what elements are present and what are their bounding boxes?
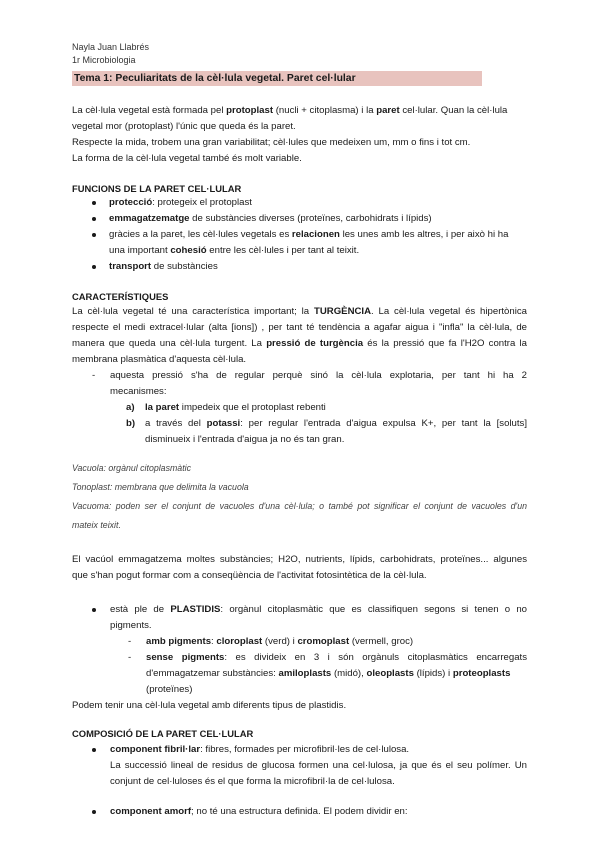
funcio-item: protecció: protegeix el protoplast [109,197,252,208]
mechanism-a: la paret impedeix que el protoplast rebenti [145,402,326,413]
funcio-item: emmagatzematge de substàncies diverses (proteïnes, carbohidrats i lípids) [109,213,432,224]
note-vacuoma: Vacuoma: poden ser el conjunt de vacuoles d'una cèl·lula; o també pot significar el conjunt de vacuoles d'un [72,501,527,511]
pressio-turgencia-term: pressió de turgència [266,338,364,349]
plastidis-sense-cont-2: (proteïnes) [146,684,193,695]
note-vacuola: Vacuola: orgànul citoplasmàtic [72,463,191,473]
vacuol-line-1: El vacúol emmagatzema moltes substàncies; H2O, nutrients, lípids, carbohidrats, proteïnes... algunes [72,554,527,565]
plastidis-sense-pigments: sense pigments: es divideix en 3 i són orgànuls citoplasmàtics encarregats [146,652,527,663]
intro-line-1: La cèl·lula vegetal està formada pel protoplast (nucli + citoplasma) i la paret cel·lular. Quan la cèl·lula [72,105,508,116]
author-name: Nayla Juan Llabrés [72,42,150,52]
bullet-dot [92,217,96,221]
caract-dash-line-2: mecanismes: [110,386,167,397]
mechanism-b: a través del potassi: per regular l'entrada d'aigua expulsa K+, per tant la [soluts] [145,418,527,429]
vacuol-line-2: que s'han pogut formar com a conseqüència de l'activitat fotosintètica de la cèl·lula. [72,570,427,581]
caract-dash-line-1: aquesta pressió s'ha de regular perquè sinó la cèl·lula explotaria, per tant hi ha 2 [110,370,527,381]
course-name: 1r Microbiologia [72,55,136,65]
funcio-item: transport de substàncies [109,261,218,272]
intro-line-3: Respecte la mida, trobem una gran variabilitat; cèl·lules que medeixen um, mm o fins i tot cm. [72,137,471,148]
funcions-heading: FUNCIONS DE LA PARET CEL·LULAR [72,183,242,194]
bullet-dot [92,608,96,612]
bullet-dot [92,748,96,752]
plastidis-line-2: pigments. [110,620,152,631]
plastidis-line-1: està ple de PLASTIDIS: orgànul citoplasmàtic que es classifiquen segons si tenen o no [110,604,528,615]
dash-marker: - [128,636,132,647]
funcio-item-cont: una important cohesió entre les cèl·lules i per tant al teixit. [109,245,360,256]
dash-marker: - [128,652,132,663]
caract-line-3: manera que queda una cèl·lula turgent. La pressió de turgència és la pressió que fa l'H2O contra la [72,338,527,349]
composicio-heading: COMPOSICIÓ DE LA PARET CEL·LULAR [72,728,254,739]
mechanism-b-cont: disminueix i l'entrada d'aigua ja no és tan gran. [145,434,345,445]
component-fibrillar: component fibril·lar: fibres, formades per microfibril·les de cel·lulosa. [110,744,410,755]
caracteristiques-heading: CARACTERÍSTIQUES [72,291,169,302]
plastidis-end: Podem tenir una cèl·lula vegetal amb diferents tipus de plastidis. [72,700,347,711]
funcio-item: gràcies a la paret, les cèl·lules vegetals es relacionen les unes amb les altres, i per això hi ha [109,229,509,240]
dash-marker: - [92,370,96,381]
component-fibrillar-cont: La successió lineal de residus de glucosa formen una cel·lulosa, ja que és el seu polímer. Un [110,760,527,771]
component-fibrillar-cont-2: conjunt de cel·luloses és el que forma la microfibril·la de cel·lulosa. [110,776,395,787]
plastidis-sense-cont: d'emmagatzemar substàncies: amiloplasts (midó), oleoplasts (lípids) i proteoplasts [146,668,511,679]
intro-line-2: vegetal mor (protoplast) l'únic que queda és la paret. [72,121,296,132]
note-tonoplast: Tonoplast: membrana que delimita la vacuola [72,482,249,492]
note-vacuoma-cont: mateix teixit. [72,520,121,530]
caract-line-2: respecte el medi extracel·lular (alta [ions]) , per tant té tendència a agafar aigua i "infla" la cèl·lula, de [72,322,527,333]
plastidis-amb-pigments: amb pigments: cloroplast (verd) i cromoplast (vermell, groc) [146,636,414,647]
component-amorf: component amorf; no té una estructura definida. El podem dividir en: [110,806,408,817]
caract-line-4: membrana plasmàtica d'aquesta cèl·lula. [72,354,247,365]
bullet-dot [92,201,96,205]
intro-line-4: La forma de la cèl·lula vegetal també és molt variable. [72,153,302,164]
page-title: Tema 1: Peculiaritats de la cèl·lula vegetal. Paret cel·lular [72,71,482,86]
caract-line-1: La cèl·lula vegetal té una característica important; la TURGÈNCIA. La cèl·lula vegetal és hipertònica [72,306,527,317]
bullet-dot [92,265,96,269]
mechanism-b-label: b) [126,418,136,429]
mechanism-a-label: a) [126,402,135,413]
bullet-dot [92,233,96,237]
bullet-dot [92,810,96,814]
